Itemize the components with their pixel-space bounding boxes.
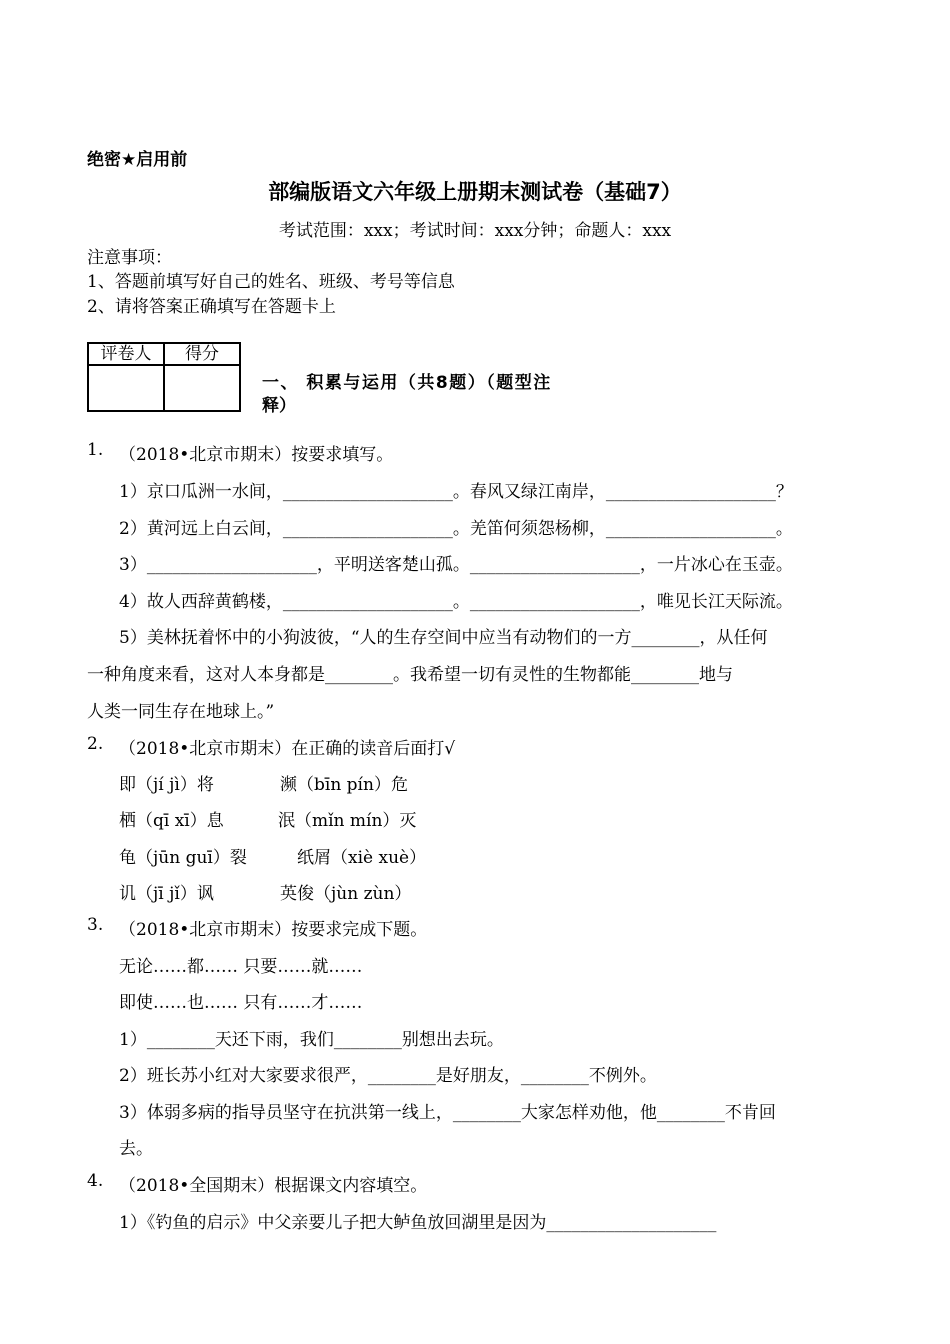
question-line: 无论……都…… 只要……就…… [119, 957, 363, 977]
pinyin-option: 龟（jūn guī）裂 [119, 848, 247, 868]
score-cell[interactable] [164, 365, 240, 411]
question-line: 3）____________________，平明送客楚山孤。____________________，一片冰心在玉壶。 [119, 555, 793, 575]
notice-heading: 注意事项： [87, 248, 172, 268]
score-header: 得分 [164, 343, 240, 365]
question-line: 1）________天还下雨，我们________别想出去玩。 [119, 1030, 504, 1050]
question-line: 3）体弱多病的指导员坚守在抗洪第一线上，________大家怎样劝他，他________不肯回 [119, 1103, 776, 1123]
grader-header: 评卷人 [88, 343, 164, 365]
grader-cell[interactable] [88, 365, 164, 411]
pinyin-option: 英俊（jùn zùn） [280, 884, 412, 904]
question-line: 4）故人西辞黄鹤楼，____________________。____________________，唯见长江天际流。 [119, 592, 793, 612]
pinyin-option: 即（jí jì）将 [119, 775, 214, 795]
question-stem: （2018•全国期末）根据课文内容填空。 [119, 1176, 428, 1196]
pinyin-option: 栖（qī xī）息 [119, 811, 224, 831]
question-stem: （2018•北京市期末）在正确的读音后面打√ [119, 739, 456, 759]
question-number: 1. [87, 440, 104, 460]
question-line: 一种角度来看，这对人本身都是________。我希望一切有灵性的生物都能________地与 [87, 665, 733, 685]
score-table [87, 342, 241, 412]
question-number: 2. [87, 734, 104, 754]
question-line: 即使……也…… 只有……才…… [119, 993, 363, 1013]
question-line: 去。 [119, 1139, 153, 1159]
pinyin-option: 泯（mǐn mín）灭 [278, 811, 417, 831]
pinyin-option: 讥（jī jǐ）讽 [119, 884, 214, 904]
question-line: 1）《钓鱼的启示》中父亲要儿子把大鲈鱼放回湖里是因为____________________ [119, 1213, 717, 1233]
question-number: 3. [87, 915, 104, 935]
question-stem: （2018•北京市期末）按要求填写。 [119, 445, 394, 465]
question-line: 2）班长苏小红对大家要求很严，________是好朋友，________不例外。 [119, 1066, 657, 1086]
question-line: 1）京口瓜洲一水间，____________________。春风又绿江南岸，____________________？ [119, 482, 793, 502]
page-title: 部编版语文六年级上册期末测试卷（基础7） [268, 180, 682, 204]
section-title-cont: 释） [262, 396, 296, 416]
pinyin-option: 濒（bīn pín）危 [280, 775, 408, 795]
pinyin-option: 纸屑（xiè xuè） [297, 848, 427, 868]
notice-item: 2、请将答案正确填写在答题卡上 [87, 297, 336, 317]
question-line: 人类一同生存在地球上。” [87, 702, 275, 722]
question-stem: （2018•北京市期末）按要求完成下题。 [119, 920, 428, 940]
exam-info: 考试范围：xxx；考试时间：xxx分钟；命题人：xxx [278, 221, 672, 241]
question-number: 4. [87, 1171, 104, 1191]
secret-label: 绝密★启用前 [87, 150, 188, 170]
question-line: 5）美林抚着怀中的小狗波彼，“人的生存空间中应当有动物们的一方________，从任何 [119, 628, 768, 648]
question-line: 2）黄河远上白云间，____________________。羌笛何须怨杨柳，____________________。 [119, 519, 793, 539]
section-title: 一、 积累与运用（共8题）（题型注 [262, 373, 552, 393]
notice-item: 1、答题前填写好自己的姓名、班级、考号等信息 [87, 272, 455, 292]
